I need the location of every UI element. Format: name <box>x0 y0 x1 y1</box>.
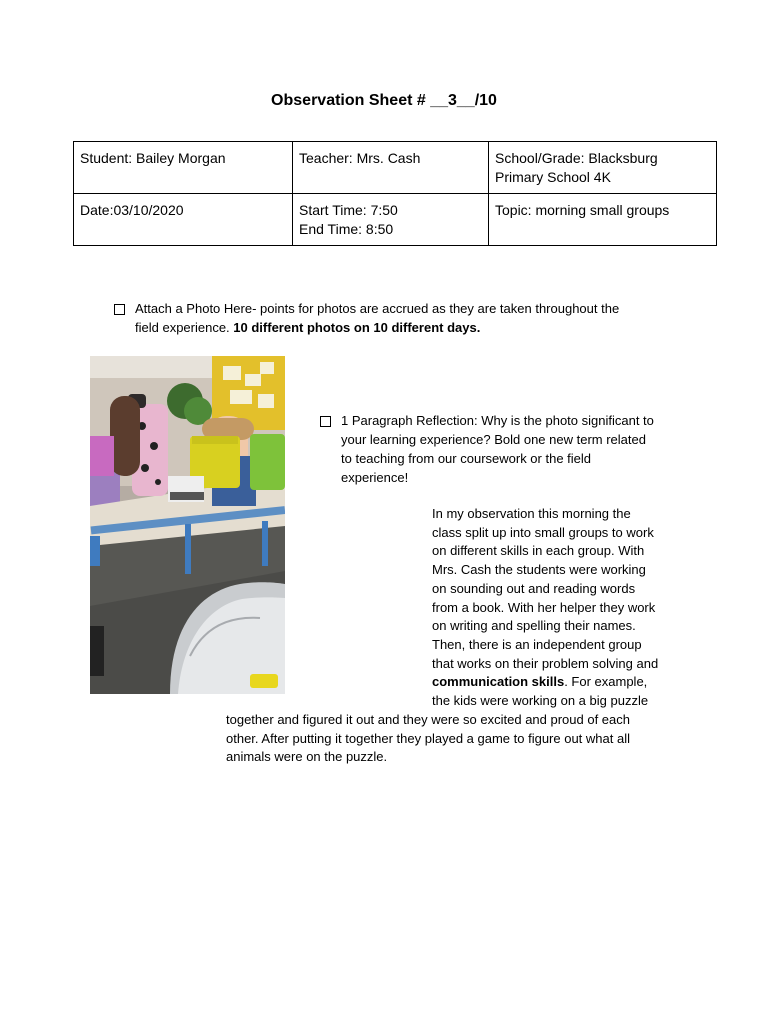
school-line-1: School/Grade: Blacksburg <box>495 150 658 166</box>
reflection-instruction-line: experience! <box>341 470 409 485</box>
paragraph-line: other. After putting it together they played a game to figure out what all <box>226 730 630 746</box>
paragraph-line: animals were on the puzzle. <box>226 749 388 765</box>
classroom-photo <box>90 356 285 694</box>
topic-cell: Topic: morning small groups <box>489 194 717 246</box>
checkbox-icon <box>114 304 125 315</box>
paragraph-line: on writing and spelling their names. <box>432 618 636 634</box>
paragraph-line: Then, there is an independent group <box>432 636 642 652</box>
school-cell <box>489 142 717 194</box>
paragraph-line: that works on their problem solving and <box>432 655 659 671</box>
paragraph-line: on sounding out and reading words <box>432 580 636 596</box>
table-row <box>74 194 717 246</box>
photo-instruction-line-2 <box>135 318 695 337</box>
time-cell <box>293 194 489 246</box>
date-cell: Date:03/10/2020 <box>74 194 293 246</box>
checkbox-icon <box>320 416 331 427</box>
paragraph-line: together and figured it out and they were so excited and proud of each <box>226 712 630 727</box>
paragraph-line: the kids were working on a big puzzle <box>432 693 649 709</box>
reflection-paragraph-continued <box>226 711 706 767</box>
paragraph-line: from a book. With her helper they work <box>432 599 656 615</box>
reflection-instruction-line: to teaching from our coursework or the field <box>341 451 592 466</box>
photo-instruction-plain: field experience. <box>135 320 234 335</box>
paragraph-line: Mrs. Cash the students were working <box>432 562 646 578</box>
page-title: Observation Sheet # __3__/10 <box>271 92 497 109</box>
paragraph-line <box>432 673 692 692</box>
start-time: Start Time: 7:50 <box>299 202 398 218</box>
table-row <box>74 142 717 194</box>
paragraph-line: In my observation this morning the <box>432 506 631 521</box>
teacher-cell: Teacher: Mrs. Cash <box>293 142 489 194</box>
photo-instruction-bold: 10 different photos on 10 different days. <box>233 320 481 335</box>
reflection-instruction-line: 1 Paragraph Reflection: Why is the photo significant to <box>341 413 654 428</box>
reflection-instruction <box>341 411 701 487</box>
end-time: End Time: 8:50 <box>299 221 394 237</box>
paragraph-line: class split up into small groups to work <box>432 524 654 540</box>
student-cell: Student: Bailey Morgan <box>74 142 293 194</box>
reflection-paragraph <box>432 505 692 711</box>
paragraph-line: on different skills in each group. With <box>432 543 645 559</box>
reflection-instruction-line: your learning experience? Bold one new term related <box>341 432 646 447</box>
photo-instruction-line-1: Attach a Photo Here- points for photos are accrued as they are taken throughout the <box>135 301 620 316</box>
info-table <box>73 141 717 246</box>
bold-term: communication skills <box>432 674 565 690</box>
photo-instruction <box>135 299 695 337</box>
paragraph-text: . For example, <box>564 674 648 690</box>
school-line-2: Primary School 4K <box>495 169 611 185</box>
